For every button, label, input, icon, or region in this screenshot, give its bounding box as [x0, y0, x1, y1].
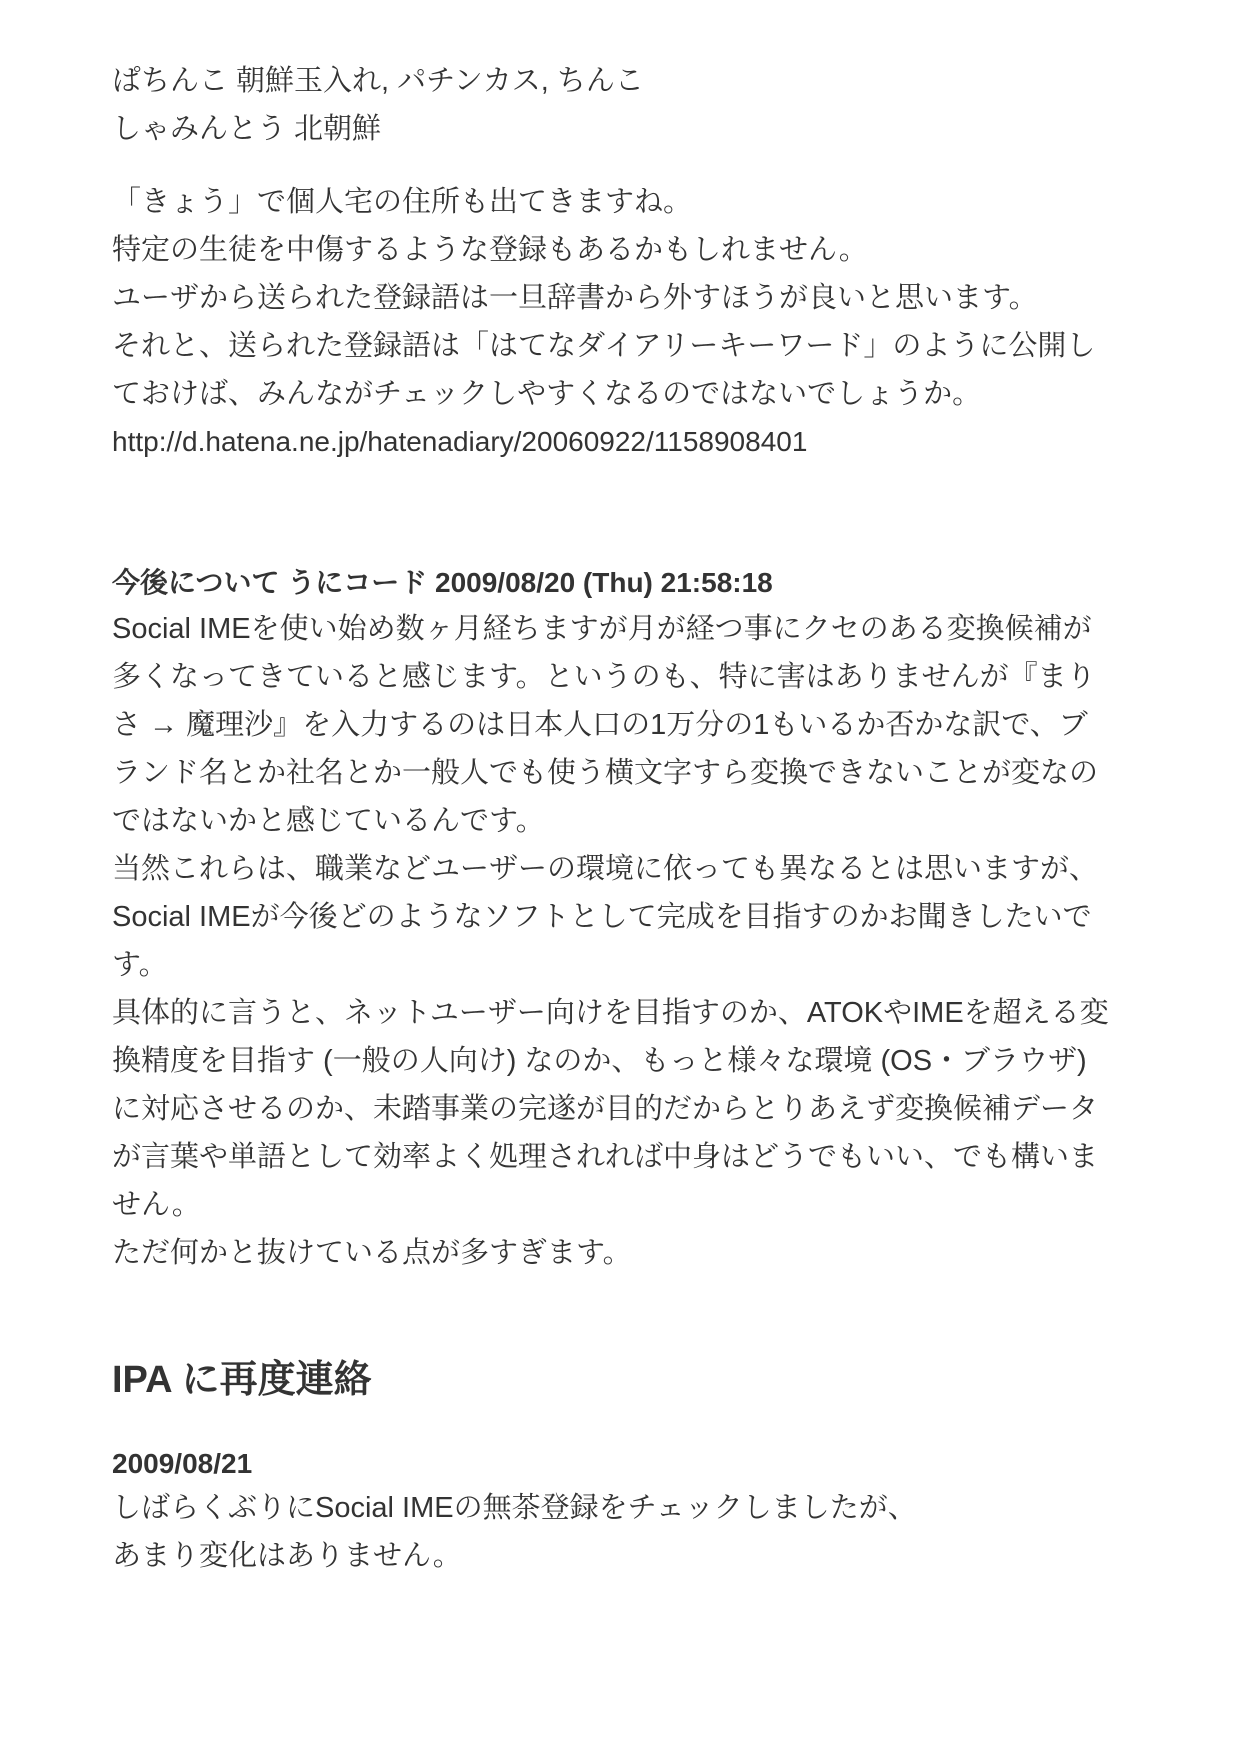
comment-line: 多くなってきていると感じます。というのも、特に害はありませんが『まり — [112, 661, 1096, 693]
entry-line: しばらくぶりにSocial IMEの無茶登録をチェックしましたが、 — [112, 1492, 917, 1524]
comment-line: 換精度を目指す (一般の人向け) なのか、もっと様々な環境 (OS・ブラウザ) — [112, 1045, 1087, 1077]
comment-line: ではないかと感じているんです。 — [112, 805, 545, 837]
paragraph — [112, 178, 1095, 466]
word-list — [112, 57, 644, 153]
entry-date: 2009/08/21 — [112, 1448, 253, 1479]
comment-line: 当然これらは、職業などユーザーの環境に依っても異なるとは思いますが、 — [112, 853, 1099, 885]
comment-line: に対応させるのか、未踏事業の完遂が目的だからとりあえず変換候補データ — [112, 1093, 1099, 1125]
comment-line: ただ何かと抜けている点が多すぎます。 — [112, 1237, 632, 1269]
paragraph-line: 特定の生徒を中傷するような登録もあるかもしれません。 — [112, 234, 868, 266]
comment-line: が言葉や単語として効率よく処理されれば中身はどうでもいい、でも構いま — [112, 1141, 1099, 1173]
paragraph-line: 「きょう」で個人宅の住所も出てきますね。 — [112, 186, 693, 218]
section-title: IPA に再度連絡 — [112, 1359, 372, 1401]
entry-body — [112, 1484, 917, 1580]
entry-line: あまり変化はありません。 — [112, 1540, 462, 1572]
comment-line: Social IMEを使い始め数ヶ月経ちますが月が経つ事にクセのある変換候補が — [112, 613, 1092, 645]
paragraph-line: ておけば、みんながチェックしやすくなるのではないでしょうか。 — [112, 378, 982, 410]
comment-line: さ → 魔理沙』を入力するのは日本人口の1万分の1もいるか否かな訳で、ブ — [112, 709, 1088, 741]
comment-line: 具体的に言うと、ネットユーザー向けを目指すのか、ATOKやIMEを超える変 — [112, 997, 1109, 1029]
paragraph-line: それと、送られた登録語は「はてなダイアリーキーワード」のように公開し — [112, 330, 1096, 362]
comment-line: ランド名とか社名とか一般人でも使う横文字すら変換できないことが変なの — [112, 757, 1099, 789]
paragraph-line: ユーザから送られた登録語は一旦辞書から外すほうが良いと思います。 — [112, 282, 1038, 314]
comment-line: せん。 — [112, 1189, 201, 1221]
comment-line: す。 — [112, 949, 168, 981]
comment-body — [112, 605, 1109, 1277]
comment-line: Social IMEが今後どのようなソフトとして完成を目指すのかお聞きしたいで — [112, 901, 1092, 933]
comment-header: 今後について うにコード 2009/08/20 (Thu) 21:58:18 — [112, 567, 773, 598]
url-text: http://d.hatena.ne.jp/hatenadiary/20060922/1158908401 — [112, 426, 808, 457]
word-list-line: しゃみんとう 北朝鮮 — [112, 113, 382, 145]
word-list-line: ぱちんこ 朝鮮玉入れ, パチンカス, ちんこ — [112, 65, 644, 97]
